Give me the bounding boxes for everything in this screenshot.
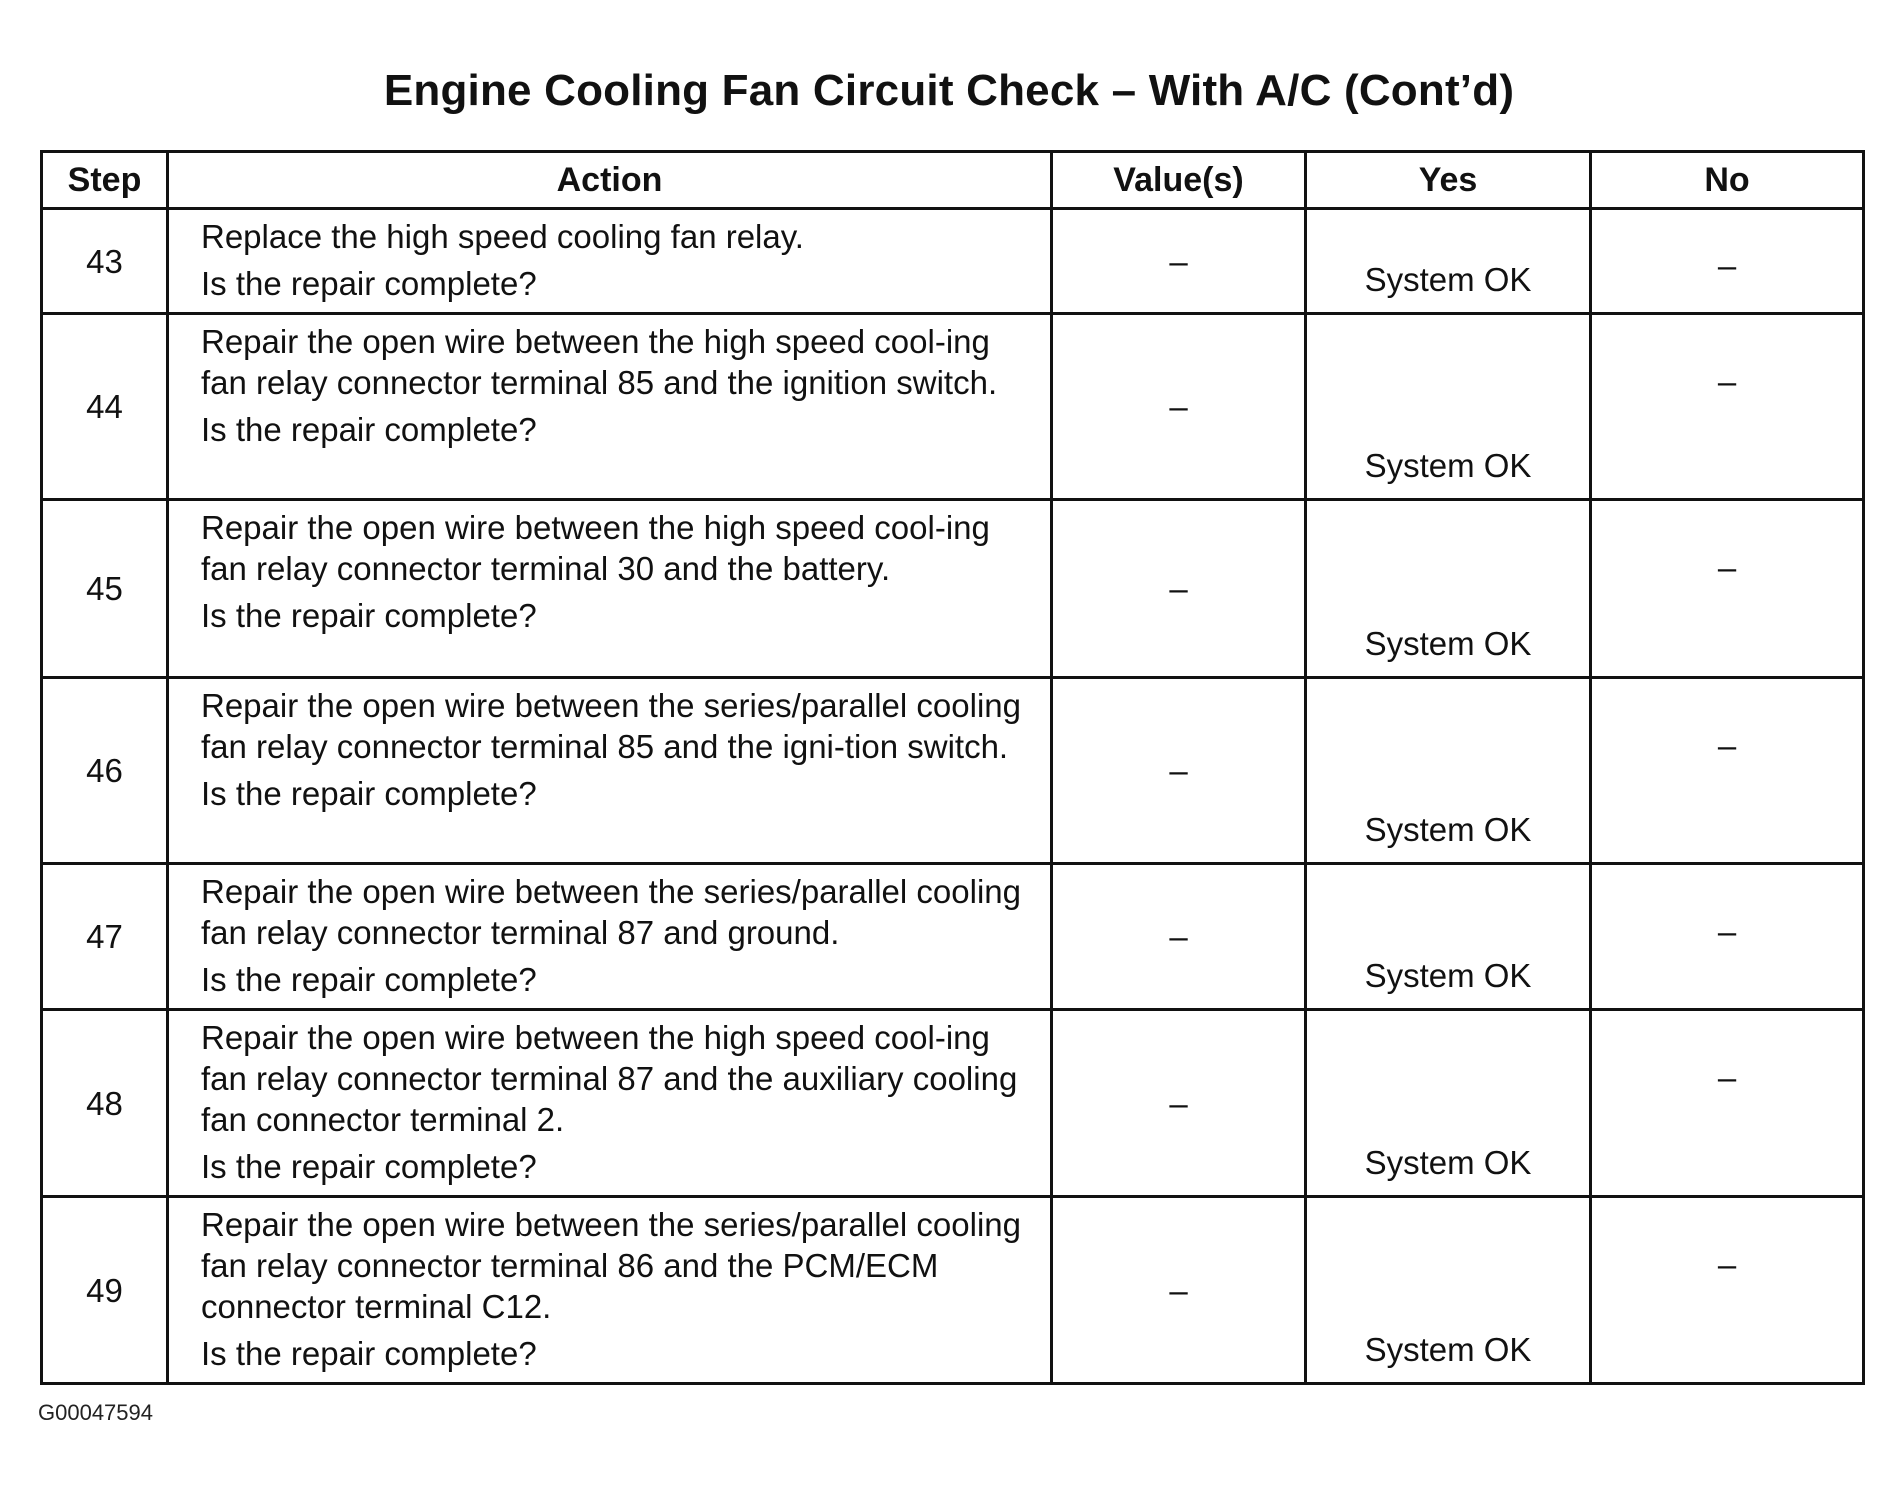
no-cell: – xyxy=(1591,864,1864,1010)
action-question: Is the repair complete? xyxy=(201,775,537,812)
action-text: Repair the open wire between the series/parallel cooling fan relay connector terminal 87 and ground. xyxy=(201,873,1021,951)
header-step: Step xyxy=(42,152,168,209)
step-number: 45 xyxy=(42,500,168,678)
no-cell: – xyxy=(1591,678,1864,864)
action-cell xyxy=(168,209,1052,314)
yes-cell: System OK xyxy=(1306,678,1591,864)
action-cell xyxy=(168,1010,1052,1197)
action-question: Is the repair complete? xyxy=(201,411,537,448)
yes-cell: System OK xyxy=(1306,864,1591,1010)
table-row xyxy=(42,1197,1864,1384)
value-cell: – xyxy=(1052,678,1306,864)
value-cell: – xyxy=(1052,314,1306,500)
action-question: Is the repair complete? xyxy=(201,961,537,998)
page-title: Engine Cooling Fan Circuit Check – With A/C (Cont’d) xyxy=(383,66,1515,115)
action-text: Repair the open wire between the high speed cool-ing fan relay connector terminal 85 and the ignition switch. xyxy=(201,323,998,401)
table-row xyxy=(42,500,1864,678)
yes-cell: System OK xyxy=(1306,314,1591,500)
step-number: 49 xyxy=(42,1197,168,1384)
figure-id: G00047594 xyxy=(38,1400,153,1425)
value-cell: – xyxy=(1052,500,1306,678)
table-row xyxy=(42,678,1864,864)
table-row xyxy=(42,314,1864,500)
action-cell xyxy=(168,314,1052,500)
action-text: Replace the high speed cooling fan relay. xyxy=(201,218,804,255)
no-cell: – xyxy=(1591,1197,1864,1384)
step-number: 43 xyxy=(42,209,168,314)
action-text: Repair the open wire between the high speed cool-ing fan relay connector terminal 30 and the battery. xyxy=(201,509,990,587)
action-cell xyxy=(168,500,1052,678)
diagnostic-table xyxy=(40,150,1865,1385)
header-action: Action xyxy=(168,152,1052,209)
action-text: Repair the open wire between the series/parallel cooling fan relay connector terminal 85 and the igni-tion switch. xyxy=(201,687,1021,765)
header-values: Value(s) xyxy=(1052,152,1306,209)
yes-cell: System OK xyxy=(1306,209,1591,314)
header-yes: Yes xyxy=(1306,152,1591,209)
table-row xyxy=(42,209,1864,314)
step-number: 48 xyxy=(42,1010,168,1197)
table-row xyxy=(42,1010,1864,1197)
action-cell xyxy=(168,1197,1052,1384)
action-cell xyxy=(168,678,1052,864)
action-question: Is the repair complete? xyxy=(201,1335,537,1372)
yes-cell: System OK xyxy=(1306,1197,1591,1384)
no-cell: – xyxy=(1591,314,1864,500)
value-cell: – xyxy=(1052,864,1306,1010)
no-cell: – xyxy=(1591,1010,1864,1197)
yes-cell: System OK xyxy=(1306,500,1591,678)
step-number: 47 xyxy=(42,864,168,1010)
value-cell: – xyxy=(1052,209,1306,314)
action-question: Is the repair complete? xyxy=(201,1148,537,1185)
value-cell: – xyxy=(1052,1010,1306,1197)
step-number: 46 xyxy=(42,678,168,864)
action-text: Repair the open wire between the high speed cool-ing fan relay connector terminal 87 and the auxiliary cooling fan connector terminal 2. xyxy=(201,1019,1018,1138)
step-number: 44 xyxy=(42,314,168,500)
value-cell: – xyxy=(1052,1197,1306,1384)
action-question: Is the repair complete? xyxy=(201,597,537,634)
action-text: Repair the open wire between the series/parallel cooling fan relay connector terminal 86 and the PCM/ECM connector terminal C12. xyxy=(201,1206,1021,1325)
yes-cell: System OK xyxy=(1306,1010,1591,1197)
no-cell: – xyxy=(1591,209,1864,314)
action-question: Is the repair complete? xyxy=(201,265,537,302)
no-cell: – xyxy=(1591,500,1864,678)
header-no: No xyxy=(1591,152,1864,209)
action-cell xyxy=(168,864,1052,1010)
table-row xyxy=(42,864,1864,1010)
table-header-row xyxy=(42,152,1864,209)
